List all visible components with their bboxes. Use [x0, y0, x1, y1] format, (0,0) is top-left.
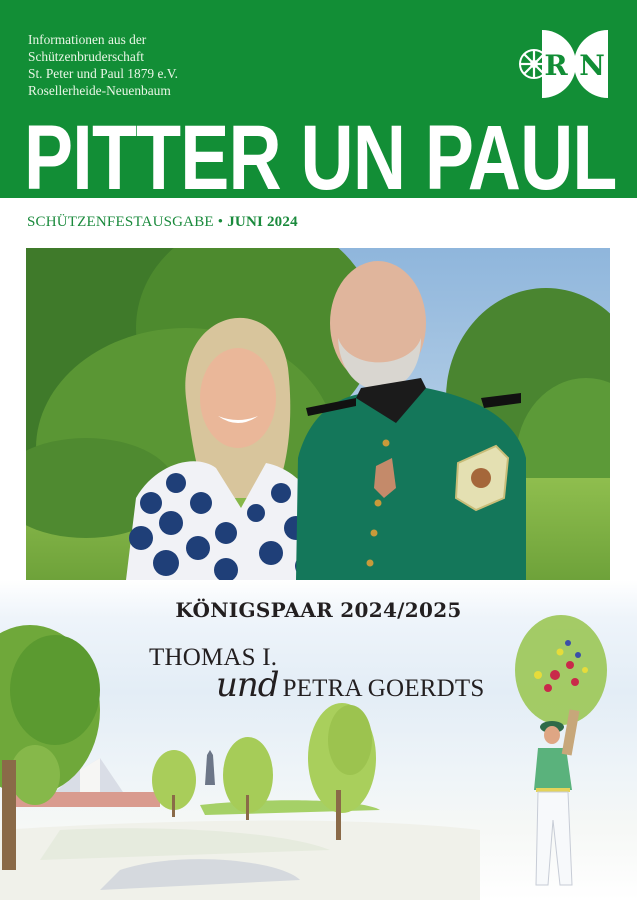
- svg-text:R: R: [544, 49, 568, 82]
- publisher-line: Informationen aus der: [28, 32, 147, 47]
- queen-name: PETRA GOERDTS: [282, 675, 485, 702]
- magazine-title: PITTER UN PAUL: [24, 107, 617, 209]
- publisher-line: Rosellerheide-Neuenbaum: [28, 83, 171, 98]
- edition-date: JUNI 2024: [227, 214, 298, 230]
- connector-und: und: [216, 665, 279, 705]
- publisher-line: St. Peter und Paul 1879 e.V.: [28, 66, 179, 81]
- cover-photo: [26, 248, 610, 580]
- king-name: THOMAS I.: [149, 644, 278, 671]
- publisher-line: Schützenbruderschaft: [28, 49, 145, 64]
- club-emblem-icon: [518, 29, 610, 99]
- publisher-info: [28, 31, 178, 99]
- edition-line: [27, 214, 298, 231]
- edition-separator: •: [217, 214, 224, 230]
- svg-text:N: N: [579, 49, 605, 82]
- watercolor-illustration: [0, 580, 637, 900]
- royal-couple-heading: KÖNIGSPAAR 2024/2025: [175, 598, 462, 622]
- edition-label: SCHÜTZENFESTAUSGABE: [27, 214, 214, 230]
- masthead: [0, 0, 637, 209]
- queen-line: [216, 665, 485, 705]
